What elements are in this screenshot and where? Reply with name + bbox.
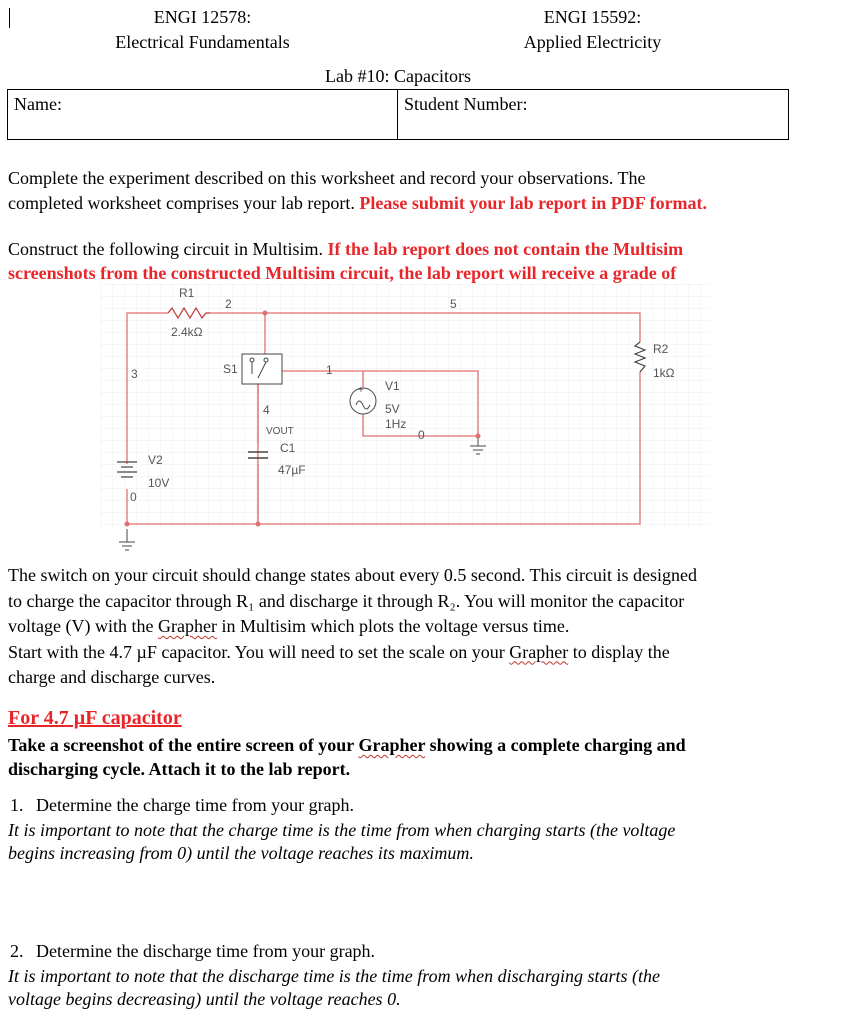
description-line-4-a: Start with the 4.7 µF capacitor. You will need to set the scale on your	[8, 641, 510, 662]
student-number-field[interactable]	[398, 90, 789, 140]
v1-value: 5V	[385, 402, 400, 416]
r1-value: 2.4kΩ	[171, 325, 203, 339]
intro-paragraph	[8, 166, 848, 216]
question-2-note	[8, 965, 853, 1011]
name-field[interactable]	[8, 90, 398, 140]
question-1	[10, 793, 354, 817]
intro-line-2	[8, 191, 848, 216]
c1-name: C1	[280, 441, 296, 455]
node-label-0-right: 0	[418, 428, 425, 442]
name-label: Name:	[14, 94, 62, 114]
question-1-note-line-2: begins increasing from 0) until the voltage reaches its maximum.	[8, 843, 474, 863]
description-line-3-b: in Multisim which plots the voltage versus time.	[216, 616, 570, 636]
node-label-3: 3	[131, 367, 138, 381]
description-line-5: charge and discharge curves.	[8, 667, 216, 687]
v1-name: V1	[385, 379, 400, 393]
multisim-warning-2: screenshots from the constructed Multisim circuit, the lab report will receive a grade of	[8, 263, 677, 283]
r2-name: R2	[653, 342, 669, 356]
header-right-course: ENGI 15592:	[543, 7, 642, 27]
screenshot-instructions	[8, 733, 853, 781]
student-number-label: Student Number:	[404, 94, 528, 114]
description-line-1: The switch on your circuit should change states about every 0.5 second. This circuit is designed	[8, 565, 698, 585]
question-1-text: Determine the charge time from your graph.	[36, 795, 355, 815]
v2-value: 10V	[148, 476, 170, 490]
header-left-title: Electrical Fundamentals	[115, 32, 290, 52]
construct-line-1-text: Construct the following circuit in Multisim.	[8, 239, 328, 259]
grapher-term-3: Grapher	[358, 735, 426, 755]
s1-switch[interactable]	[242, 354, 282, 384]
intro-line-2-text: completed worksheet comprises your lab report.	[8, 193, 360, 213]
grapher-term-1: Grapher	[157, 616, 217, 636]
v2-name: V2	[148, 453, 163, 467]
question-2	[10, 939, 375, 963]
question-2-text: Determine the discharge time from your graph.	[36, 941, 376, 961]
question-2-note-line-2: voltage begins decreasing) until the voltage reaches 0.	[8, 989, 401, 1009]
construct-paragraph	[8, 237, 853, 285]
svg-text:+: +	[358, 385, 364, 396]
s1-name: S1	[223, 362, 238, 376]
instructions-line-2: discharging cycle. Attach it to the lab report.	[8, 759, 351, 779]
intro-line-1: Complete the experiment described on this worksheet and record your observations. The	[8, 168, 646, 188]
question-1-note-line-1: It is important to note that the charge time is the time from when charging starts (the voltage	[8, 820, 676, 840]
r2-value: 1kΩ	[653, 366, 675, 380]
v1-frequency: 1Hz	[385, 417, 407, 431]
description-line-3-a: voltage (V) with the	[8, 616, 158, 636]
circuit-schematic	[100, 284, 710, 556]
schematic-grid	[100, 284, 710, 529]
instructions-line-1-a: Take a screenshot of the entire screen of your	[8, 735, 359, 755]
header-right	[490, 5, 695, 55]
node-label-1: 1	[326, 363, 333, 377]
header-right-title: Applied Electricity	[523, 32, 662, 52]
node-label-4: 4	[263, 403, 270, 417]
header-left-course: ENGI 12578:	[153, 7, 252, 27]
question-1-number: 1.	[10, 795, 24, 815]
node-label-2: 2	[225, 297, 232, 311]
c1-value: 47µF	[278, 463, 306, 477]
question-2-note-line-1: It is important to note that the discharge time is the time from when discharging starts (the	[8, 966, 660, 986]
section-heading: For 4.7 µF capacitor	[8, 707, 182, 729]
page-title: Lab #10: Capacitors	[325, 66, 471, 86]
description-line-4	[8, 640, 853, 666]
instructions-line-1-b: showing a complete charging and	[425, 735, 686, 755]
pdf-format-note: Please submit your lab report in PDF format.	[359, 193, 708, 213]
description-paragraph	[8, 563, 853, 691]
description-line-4-b: to display the	[568, 641, 670, 662]
node-label-0-left: 0	[130, 490, 137, 504]
question-2-number: 2.	[10, 941, 24, 961]
description-line-3	[8, 614, 853, 640]
description-line-2: to charge the capacitor through R₁ and discharge it through R₂. You will monitor the capacitor	[8, 590, 685, 611]
multisim-warning-1: If the lab report does not contain the Multisim	[327, 239, 684, 259]
instructions-line-1	[8, 733, 853, 757]
grapher-term-2: Grapher	[509, 641, 569, 662]
text-cursor	[9, 8, 10, 28]
name-form-table	[7, 89, 789, 140]
construct-line-1	[8, 237, 853, 261]
node-label-5: 5	[450, 297, 457, 311]
header-left	[100, 5, 305, 55]
r1-name: R1	[179, 286, 195, 300]
question-1-note	[8, 819, 853, 865]
vout-label: VOUT	[266, 426, 294, 437]
